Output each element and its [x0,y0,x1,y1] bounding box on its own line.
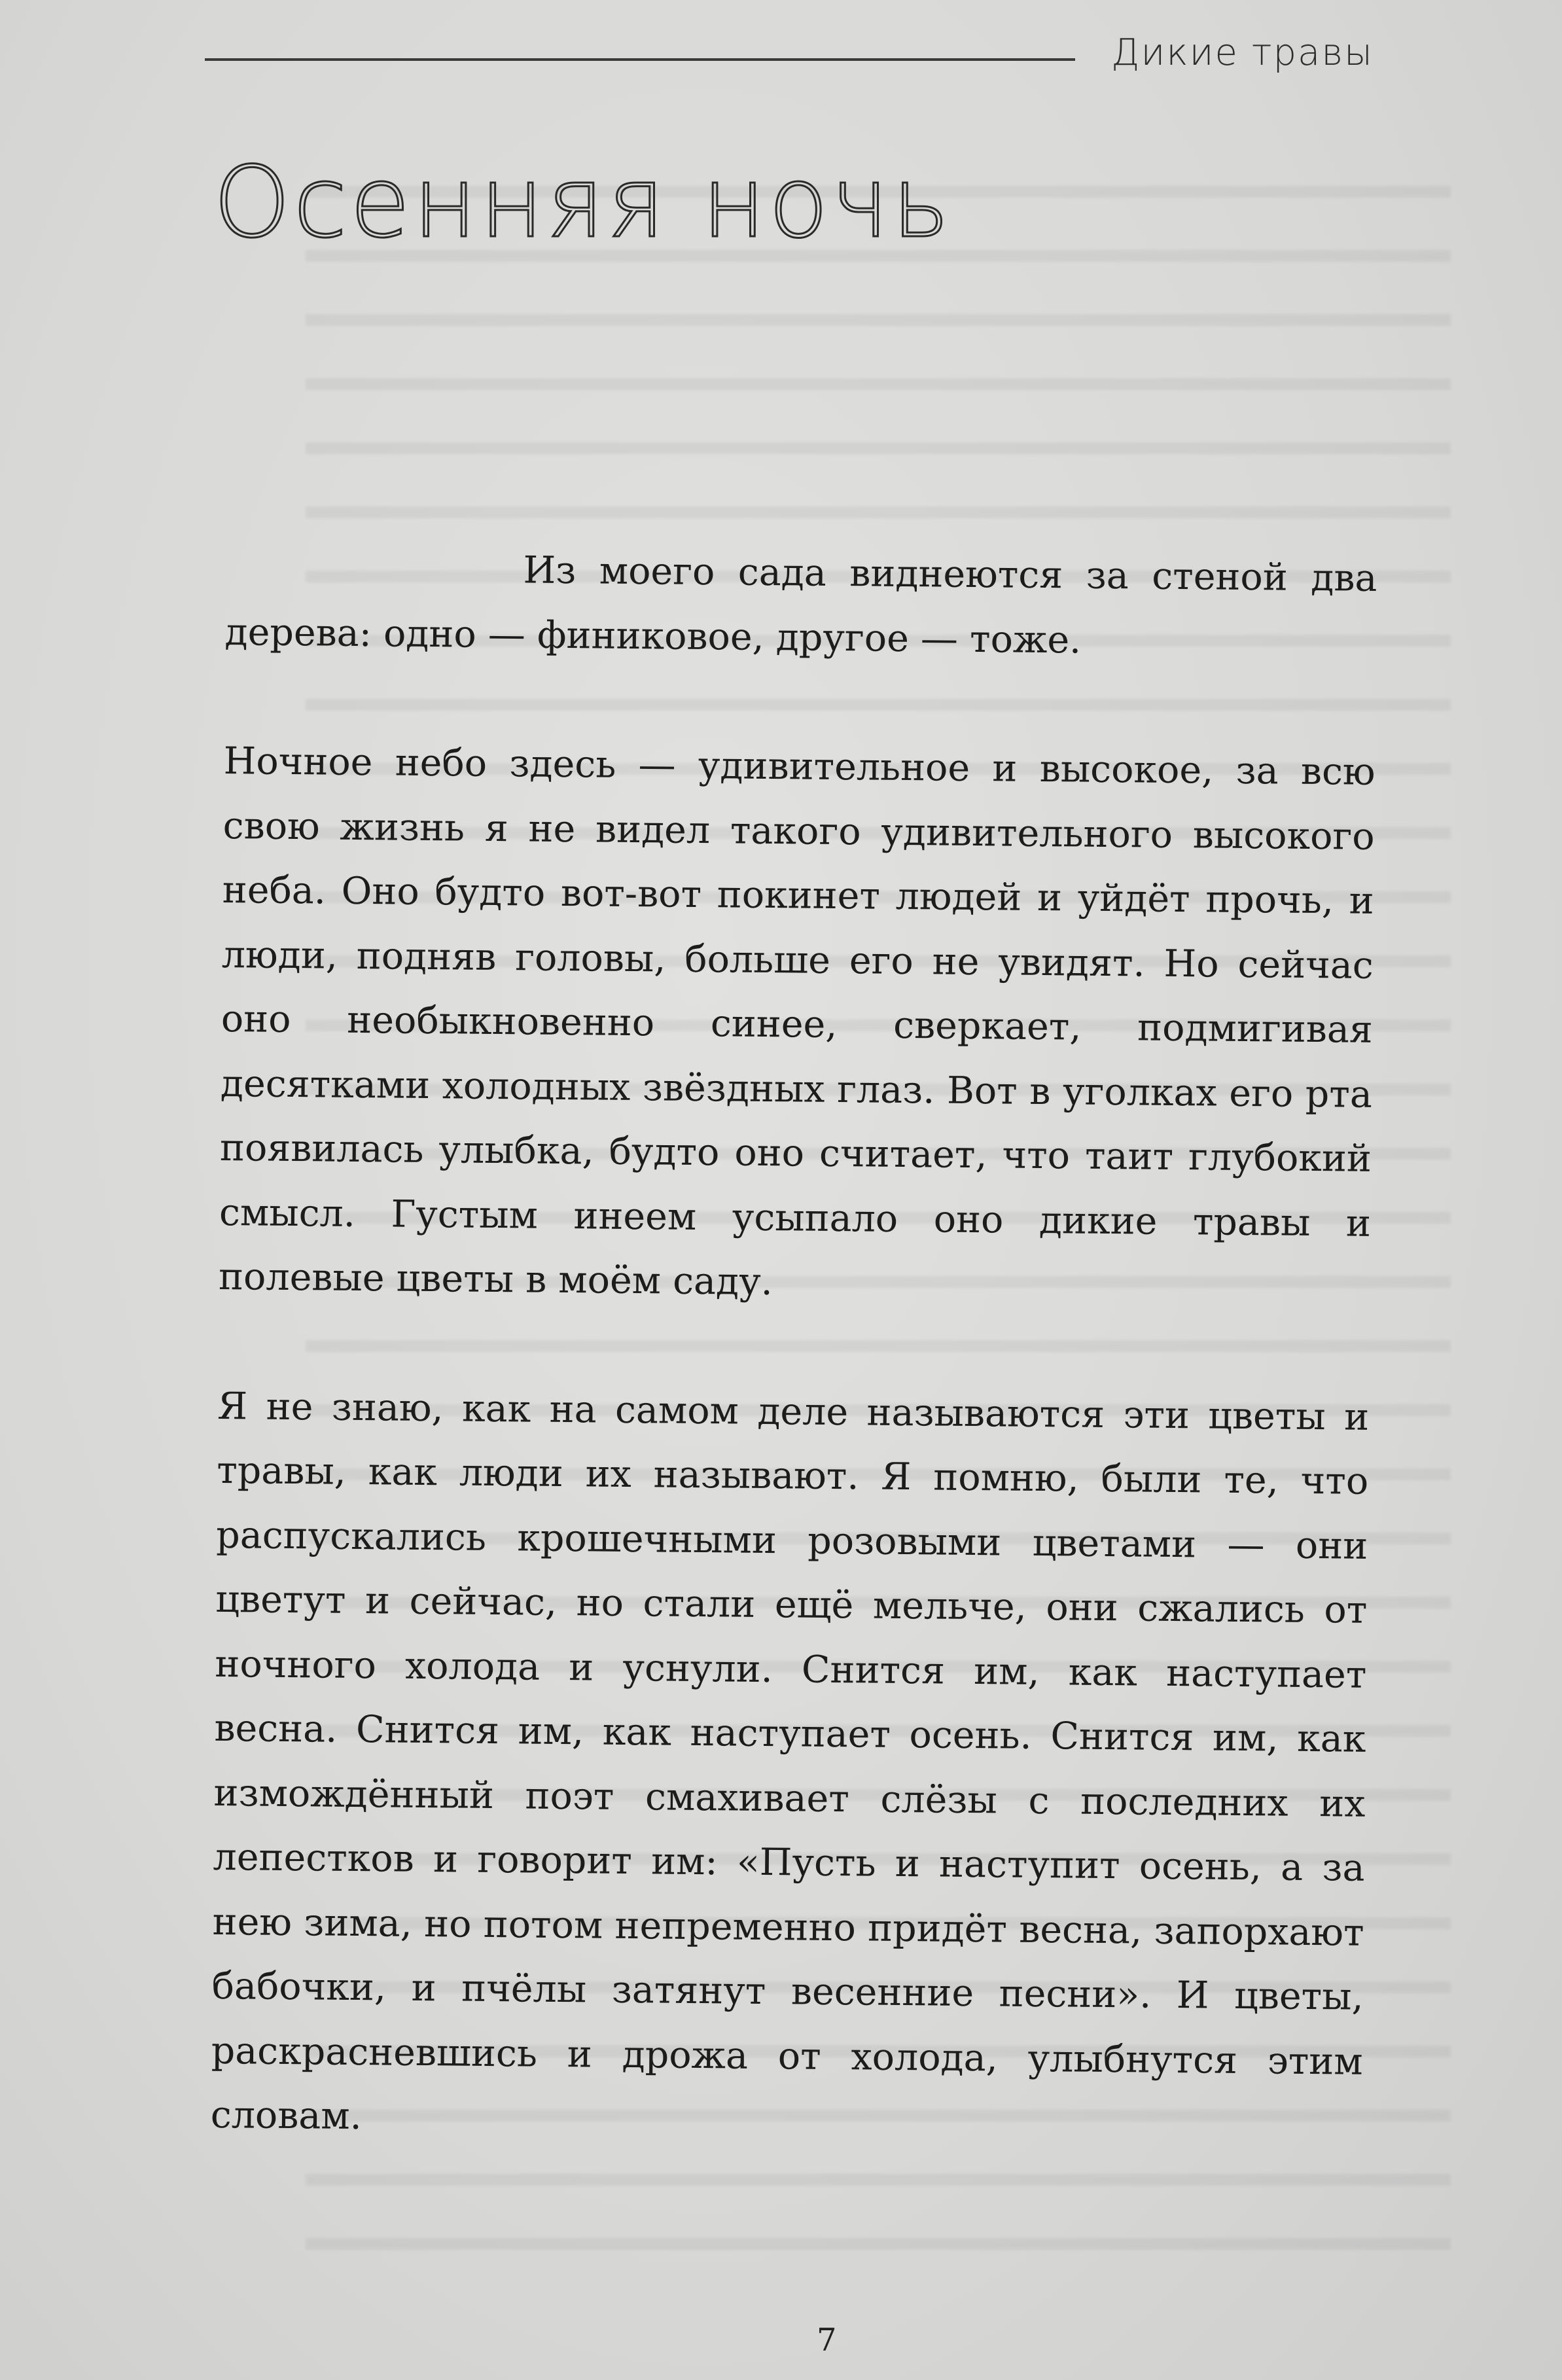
page-number: 7 [817,2322,837,2358]
paragraph-gap [224,664,1376,740]
paragraph-gap [218,1309,1370,1385]
paragraph-1: Из моего сада виднеются за стеной два дерева: одно — финиковое, другое — тоже. [224,548,1377,662]
body-text [210,535,1377,2158]
paragraph-2: Ночное небо здесь — удивительное и высокое, за всю свою жизнь я не видел такого удивительного высокого неба. Оно будто вот-вот покинет людей и уйдёт прочь, и люди, подняв головы, больше его не увидят. Но сейчас оно необыкновенно синее, сверкает, подмигивая десятками холодных звёздных глаз. Вот в уголках его рта появилась улыбка, будто оно считает, что таит глубокий смысл. Густым инеем усыпало оно дикие травы и полевые цветы в моём саду. [218,739,1376,1304]
running-header [205,26,1374,79]
paragraph-3: Я не знаю, как на самом деле называются эти цветы и травы, как люди их называют. Я помню, были те, что распускались крошечными розовыми цветами — они цветут и сейчас, но стали ещё мельче, они сжались от ночного холода и уснули. Снится им, как наступает весна. Снится им, как наступает осень. Снится им, как измождённый поэт смахивает слёзы с последних их лепестков и говорит им: «Пусть и наступит осень, а за нею зима, но потом непременно придёт весна, запорхают бабочки, и пчёлы затянут весенние песни». И цветы, раскрасневшись и дрожа от холода, улыбнутся этим словам. [210,1384,1370,2139]
running-title: Дикие травы [1111,31,1374,74]
chapter-title: Осенняя ночь [213,146,953,260]
header-rule [205,58,1075,61]
